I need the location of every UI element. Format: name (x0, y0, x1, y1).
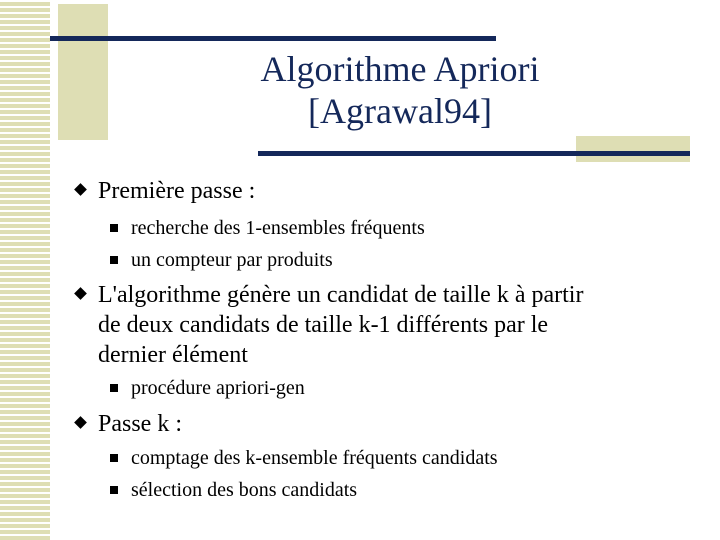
bullet-pass-k: Passe k : (98, 411, 182, 437)
diamond-bullet-icon (74, 416, 87, 429)
bullet-algorithm-line-3: dernier élément (98, 342, 248, 368)
diamond-bullet-icon (74, 287, 87, 300)
decor-stripes (0, 0, 50, 540)
decor-stripes-cap (0, 0, 50, 2)
decor-block-bottom-right (576, 136, 690, 162)
sub-bullet: recherche des 1-ensembles fréquents (131, 217, 425, 239)
sub-bullet: comptage des k-ensemble fréquents candidats (131, 447, 498, 469)
title-rule-bottom (258, 151, 690, 156)
diamond-bullet-icon (74, 183, 87, 196)
bullet-algorithm-line-1: L'algorithme génère un candidat de taille k à partir (98, 282, 584, 308)
square-bullet-icon (110, 454, 118, 462)
decor-block-top-left (58, 4, 108, 140)
square-bullet-icon (110, 256, 118, 264)
square-bullet-icon (110, 224, 118, 232)
slide-title-line-1: Algorithme Apriori (260, 49, 540, 89)
square-bullet-icon (110, 384, 118, 392)
bullet-algorithm-line-2: de deux candidats de taille k-1 différents par le (98, 312, 549, 338)
sub-bullet: un compteur par produits (131, 249, 333, 271)
slide-title (200, 48, 600, 132)
slide-title-line-2: [Agrawal94] (308, 91, 492, 131)
square-bullet-icon (110, 486, 118, 494)
sub-bullet: procédure apriori-gen (131, 377, 305, 399)
bullet-first-pass: Première passe : (98, 178, 256, 204)
title-rule-top (50, 36, 496, 41)
sub-bullet: sélection des bons candidats (131, 479, 358, 501)
